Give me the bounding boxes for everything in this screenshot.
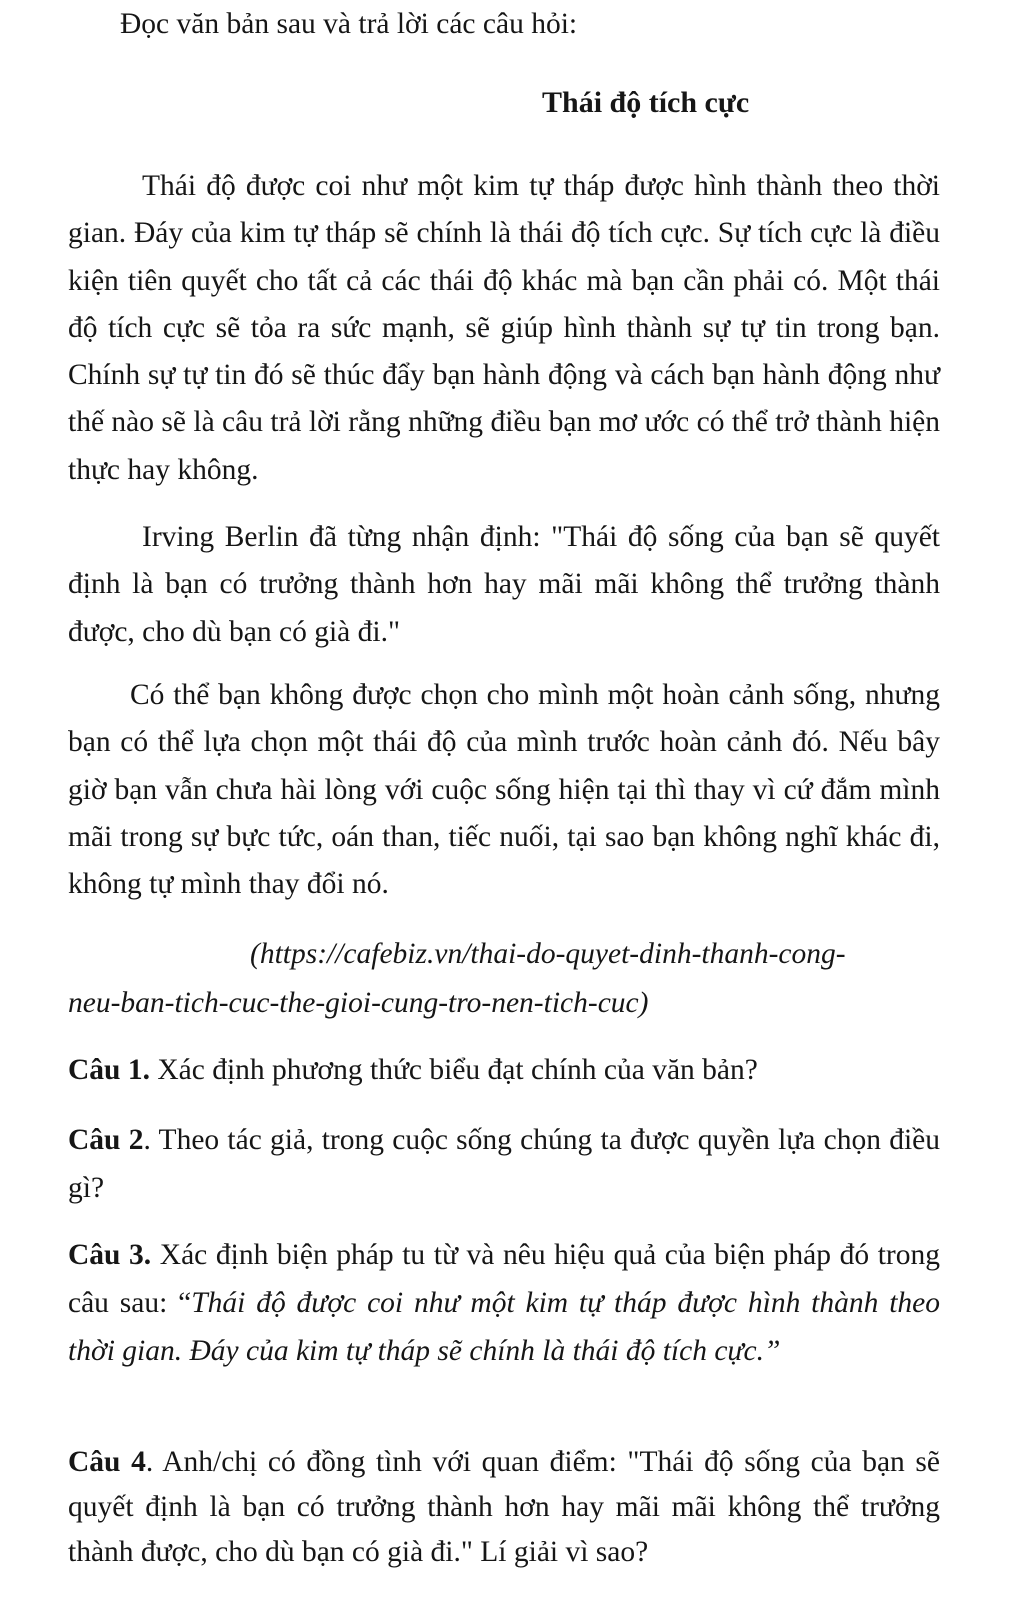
instruction-text: Đọc văn bản sau và trả lời các câu hỏi:	[120, 8, 578, 40]
source-line-2: neu-ban-tich-cuc-the-gioi-cung-tro-nen-tich-cuc)	[68, 987, 649, 1019]
question-2	[68, 1116, 940, 1212]
question-1	[68, 1046, 940, 1094]
question-3	[68, 1231, 940, 1375]
passage-paragraph-1: Thái độ được coi như một kim tự tháp được hình thành theo thời gian. Đáy của kim tự tháp sẽ chính là thái độ tích cực. Sự tích cực là điều kiện tiên quyết cho tất cả các thái độ khác mà bạn cần phải có. Một thái độ tích cực sẽ tỏa ra sức mạnh, sẽ giúp hình thành sự tự tin trong bạn. Chính sự tự tin đó sẽ thúc đẩy bạn hành động và cách bạn hành động như thế nào sẽ là câu trả lời rằng những điều bạn mơ ước có thể trở thành hiện thực hay không.	[68, 170, 940, 486]
question-3-quote: Thái độ được coi như một kim tự tháp được hình thành theo thời gian. Đáy của kim tự tháp sẽ chính là thái độ tích cực.”	[68, 1287, 940, 1367]
source-citation	[68, 930, 940, 1028]
passage-paragraph-3: Có thể bạn không được chọn cho mình một hoàn cảnh sống, nhưng bạn có thể lựa chọn một thái độ của mình trước hoàn cảnh đó. Nếu bây giờ bạn vẫn chưa hài lòng với cuộc sống hiện tại thì thay vì cứ đắm mình mãi trong sự bực tức, oán than, tiếc nuối, tại sao bạn không nghĩ khác đi, không tự mình thay đổi nó.	[68, 679, 940, 901]
question-3-text: Xác định biện pháp tu từ và nêu hiệu quả của biện pháp đó trong câu sau: “	[68, 1239, 940, 1319]
question-4	[68, 1440, 940, 1575]
document-page	[68, 0, 940, 1606]
source-line-1: (https://cafebiz.vn/thai-do-quyet-dinh-thanh-cong-	[250, 938, 846, 970]
question-1-text: Xác định phương thức biểu đạt chính của văn bản?	[149, 1054, 758, 1086]
question-1-label: Câu 1.	[68, 1054, 150, 1086]
question-2-label: Câu 2	[68, 1124, 144, 1156]
question-3-label: Câu 3.	[68, 1239, 152, 1271]
question-4-label: Câu 4	[68, 1446, 146, 1478]
question-4-text: . Anh/chị có đồng tình với quan điểm: "Thái độ sống của bạn sẽ quyết định là bạn có trưởng thành hơn hay mãi mãi không thể trưởng thành được, cho dù bạn có già đi." Lí giải vì sao?	[68, 1446, 940, 1568]
passage-paragraph-2: Irving Berlin đã từng nhận định: "Thái độ sống của bạn sẽ quyết định là bạn có trưởng thành hơn hay mãi mãi không thể trưởng thành được, cho dù bạn có già đi."	[68, 521, 940, 648]
question-2-text: . Theo tác giả, trong cuộc sống chúng ta được quyền lựa chọn điều gì?	[68, 1124, 940, 1204]
passage-title: Thái độ tích cực	[542, 86, 750, 119]
